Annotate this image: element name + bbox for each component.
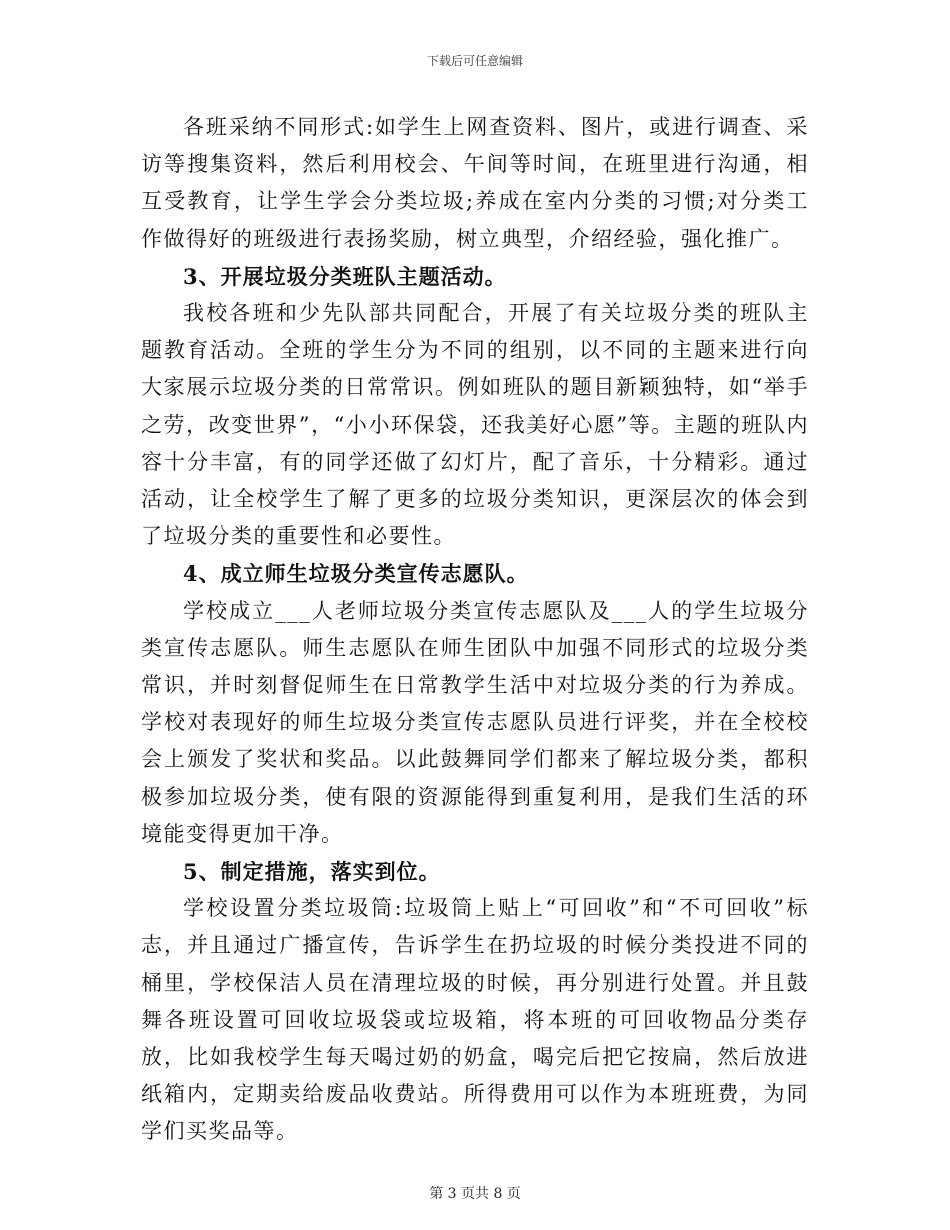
document-body <box>141 109 809 1151</box>
paragraph-measures: 学校设置分类垃圾筒:垃圾筒上贴上“可回收”和“不可回收”标志，并且通过广播宣传，告诉学生在扔垃圾的时候分类投进不同的桶里，学校保洁人员在清理垃圾的时候，再分别进行处置。并且鼓舞各班设置可回收垃圾袋或垃圾箱，将本班的可回收物品分类存放，比如我校学生每天喝过奶的奶盒，喝完后把它按扁，然后放进纸箱内，定期卖给废品收费站。所得费用可以作为本班班费，为同学们买奖品等。 <box>141 896 809 1144</box>
section-heading-4: 4、成立师生垃圾分类宣传志愿队。 <box>183 561 529 587</box>
page-number: 第 3 页共 8 页 <box>429 1186 521 1202</box>
page-header-note: 下载后可任意编辑 <box>426 54 523 68</box>
paragraph-theme-activities: 我校各班和少先队部共同配合，开展了有关垃圾分类的班队主题教育活动。全班的学生分为不同的组别，以不同的主题来进行向大家展示垃圾分类的日常常识。例如班队的题目新颖独特，如“举手之劳，改变世界”，“小小环保袋，还我美好心愿”等。主题的班队内容十分丰富，有的同学还做了幻灯片，配了音乐，十分精彩。通过活动，让全校学生了解了更多的垃圾分类知识，更深层次的体会到了垃圾分类的重要性和必要性。 <box>141 301 809 549</box>
section-heading-5: 5、制定措施，落实到位。 <box>183 859 441 885</box>
section-heading-3: 3、开展垃圾分类班队主题活动。 <box>183 263 507 289</box>
paragraph-class-activities: 各班采纳不同形式:如学生上网查资料、图片，或进行调查、采访等搜集资料，然后利用校会、午间等时间，在班里进行沟通，相互受教育，让学生学会分类垃圾;养成在室内分类的习惯;对分类工作做得好的班级进行表扬奖励，树立典型，介绍经验，强化推广。 <box>141 115 809 251</box>
paragraph-volunteer-team: 学校成立___人老师垃圾分类宣传志愿队及___人的学生垃圾分类宣传志愿队。师生志愿队在师生团队中加强不同形式的垃圾分类常识，并时刻督促师生在日常教学生活中对垃圾分类的行为养成。学校对表现好的师生垃圾分类宣传志愿队员进行评奖，并在全校校会上颁发了奖状和奖品。以此鼓舞同学们都来了解垃圾分类，都积极参加垃圾分类，使有限的资源能得到重复利用，是我们生活的环境能变得更加干净。 <box>141 598 809 846</box>
